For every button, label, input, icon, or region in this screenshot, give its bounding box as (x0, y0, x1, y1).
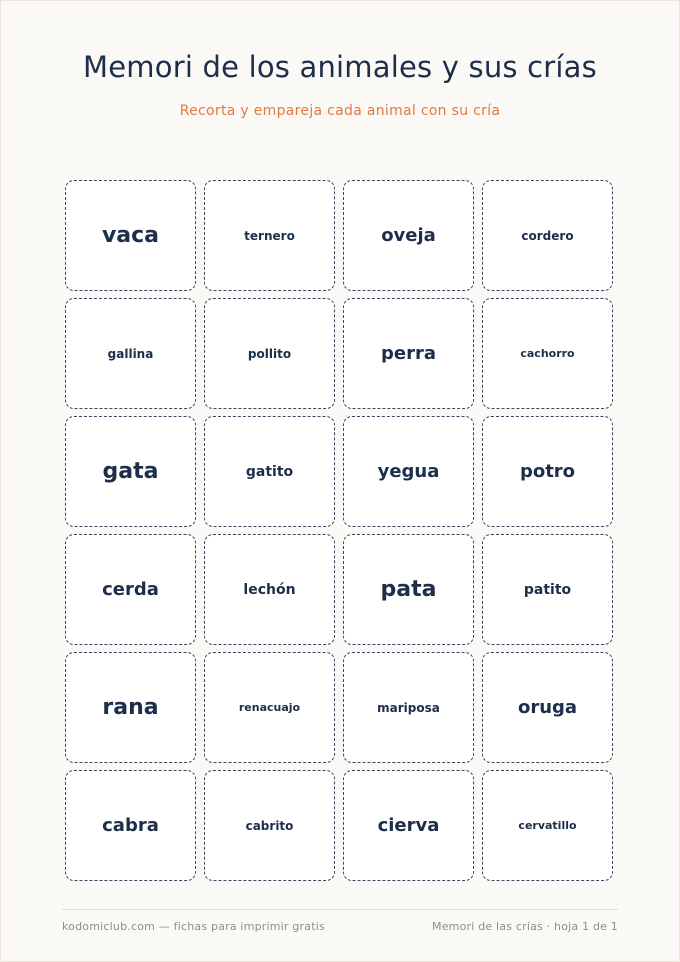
footer-divider (62, 909, 618, 910)
memory-card[interactable]: cerda (65, 534, 196, 645)
memory-card[interactable]: cierva (343, 770, 474, 881)
memory-card-grid (65, 180, 613, 881)
memory-card[interactable]: gata (65, 416, 196, 527)
memory-card[interactable]: pollito (204, 298, 335, 409)
memory-card[interactable]: potro (482, 416, 613, 527)
memory-card[interactable]: oruga (482, 652, 613, 763)
memory-card[interactable]: cachorro (482, 298, 613, 409)
memory-card[interactable]: cabra (65, 770, 196, 881)
memory-card[interactable]: gallina (65, 298, 196, 409)
memory-card[interactable]: oveja (343, 180, 474, 291)
memory-card[interactable]: cordero (482, 180, 613, 291)
memory-card[interactable]: pata (343, 534, 474, 645)
memory-card[interactable]: cabrito (204, 770, 335, 881)
memory-card[interactable]: mariposa (343, 652, 474, 763)
page-subtitle: Recorta y empareja cada animal con su cría (179, 103, 501, 119)
footer-sheet-info: Memori de las crías · hoja 1 de 1 (432, 920, 618, 933)
memory-card[interactable]: rana (65, 652, 196, 763)
memory-card[interactable]: cervatillo (482, 770, 613, 881)
memory-card[interactable]: yegua (343, 416, 474, 527)
memory-card[interactable]: ternero (204, 180, 335, 291)
page-title: Memori de los animales y sus crías (83, 50, 597, 84)
memory-card[interactable]: lechón (204, 534, 335, 645)
memory-card[interactable]: perra (343, 298, 474, 409)
memory-card[interactable]: vaca (65, 180, 196, 291)
footer-site-credit: kodomiclub.com — fichas para imprimir gratis (62, 920, 325, 933)
memory-card[interactable]: gatito (204, 416, 335, 527)
memory-card[interactable]: patito (482, 534, 613, 645)
memory-card[interactable]: renacuajo (204, 652, 335, 763)
